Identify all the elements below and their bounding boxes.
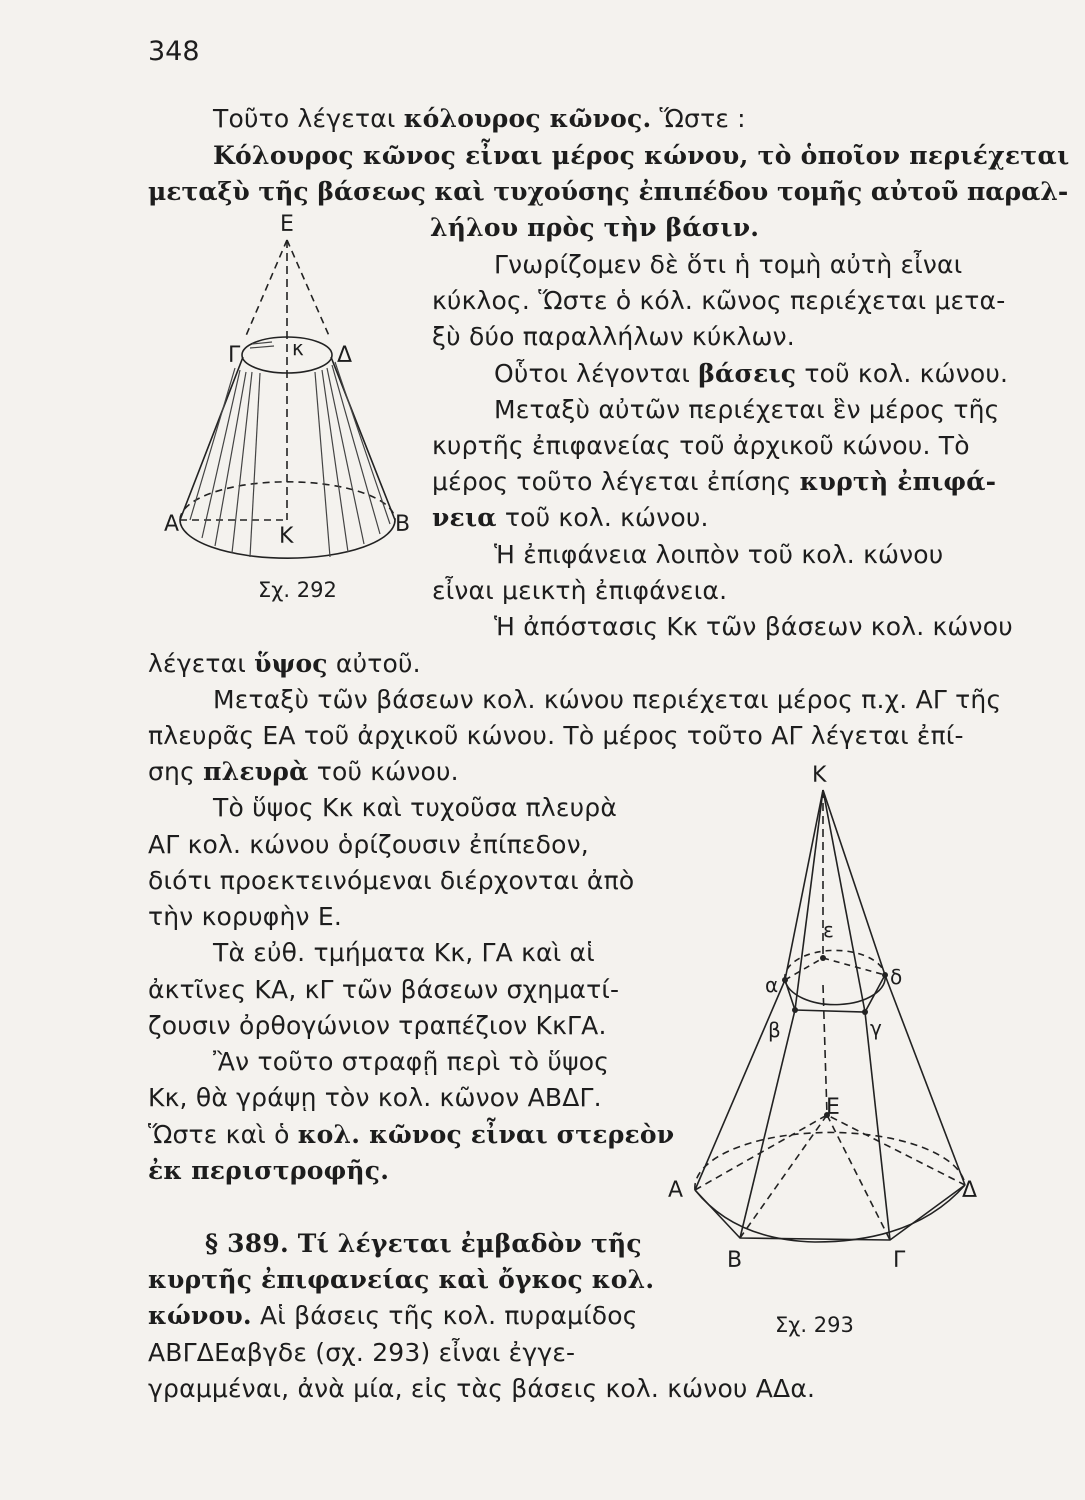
definition-line: μεταξὺ τῆς βάσεως καὶ τυχούσης ἐπιπέδου τομῆς αὐτοῦ παραλ- bbox=[148, 177, 1069, 206]
fig292-label: Κ bbox=[279, 524, 294, 549]
text-line: ΑΒΓΔΕαβγδε (σχ. 293) εἶναι ἐγγε- bbox=[148, 1338, 576, 1367]
text-line: πλευρᾶς ΕΑ τοῦ ἀρχικοῦ κώνου. Τὸ μέρος τοῦτο ΑΓ λέγεται ἐπί- bbox=[148, 721, 964, 750]
figure-293-frustum bbox=[675, 770, 995, 1290]
text-line: κύκλος. Ὥστε ὁ κόλ. κῶνος περιέχεται μετα- bbox=[432, 286, 1006, 315]
text-line: Κκ, θὰ γράψῃ τὸν κολ. κῶνον ΑΒΔΓ. bbox=[148, 1083, 602, 1112]
text-line: σης πλευρὰ τοῦ κώνου. bbox=[148, 757, 459, 786]
text-line: Τὰ εὐθ. τμήματα Κκ, ΓΑ καὶ αἱ bbox=[213, 938, 595, 967]
definition-line: λήλου πρὸς τὴν βάσιν. bbox=[430, 213, 760, 242]
definition-line: Κόλουρος κῶνος εἶναι μέρος κώνου, τὸ ὁποῖον περιέχεται bbox=[213, 141, 1070, 170]
fig293-label: Β bbox=[727, 1248, 743, 1273]
text-line: Μεταξὺ αὐτῶν περιέχεται ἓν μέρος τῆς bbox=[494, 395, 1000, 424]
text-line: μέρος τοῦτο λέγεται ἐπίσης κυρτὴ ἐπιφά- bbox=[432, 467, 997, 496]
fig292-label: Α bbox=[164, 512, 180, 537]
figure-293-caption: Σχ. 293 bbox=[775, 1313, 854, 1337]
text-line: τὴν κορυφὴν Ε. bbox=[148, 902, 342, 931]
fig293-label: Ε bbox=[826, 1095, 840, 1120]
text-line: κυρτῆς ἐπιφανείας τοῦ ἀρχικοῦ κώνου. Τὸ bbox=[432, 431, 970, 460]
text-line: ζουσιν ὀρθογώνιον τραπέζιον ΚκΓΑ. bbox=[148, 1011, 607, 1040]
fig293-label: Δ bbox=[962, 1178, 978, 1203]
page-number: 348 bbox=[148, 36, 200, 67]
text-line: γραμμέναι, ἀνὰ μία, εἰς τὰς βάσεις κολ. κώνου ΑΔα. bbox=[148, 1374, 816, 1403]
text-line: λέγεται ὕψος αὐτοῦ. bbox=[148, 649, 421, 678]
fig293-label: Κ bbox=[812, 763, 827, 788]
text-line: εἶναι μεικτὴ ἐπιφάνεια. bbox=[432, 576, 728, 605]
fig292-label: Γ bbox=[228, 343, 241, 368]
fig292-label: κ bbox=[292, 336, 304, 360]
text-line: ξὺ δύο παραλλήλων κύκλων. bbox=[432, 322, 795, 351]
text-line: Ἡ ἀπόστασις Κκ τῶν βάσεων κολ. κώνου bbox=[494, 612, 1013, 641]
fig293-label: Γ bbox=[893, 1248, 906, 1273]
text-line: ἐκ περιστροφῆς. bbox=[148, 1156, 390, 1185]
fig293-label: ε bbox=[823, 918, 834, 942]
section-heading: § 389. Τί λέγεται ἐμβαδὸν τῆς bbox=[205, 1229, 642, 1258]
fig292-label: Β bbox=[395, 512, 411, 537]
text-line: Γνωρίζομεν δὲ ὅτι ἡ τομὴ αὐτὴ εἶναι bbox=[494, 250, 963, 279]
text-line: Τὸ ὕψος Κκ καὶ τυχοῦσα πλευρὰ bbox=[213, 793, 618, 822]
text-line: Ἡ ἐπιφάνεια λοιπὸν τοῦ κολ. κώνου bbox=[494, 540, 944, 569]
text-line: Οὗτοι λέγονται βάσεις τοῦ κολ. κώνου. bbox=[494, 359, 1009, 388]
figure-292-caption: Σχ. 292 bbox=[258, 578, 337, 602]
text-line: ΑΓ κολ. κώνου ὁρίζουσιν ἐπίπεδον, bbox=[148, 830, 589, 859]
text-line: Τοῦτο λέγεται κόλουρος κῶνος. Ὥστε : bbox=[213, 104, 746, 133]
text-line: Μεταξὺ τῶν βάσεων κολ. κώνου περιέχεται μέρος π.χ. ΑΓ τῆς bbox=[213, 685, 1002, 714]
fig292-label: Ε bbox=[280, 212, 294, 237]
fig293-label: Α bbox=[668, 1178, 684, 1203]
fig293-label: γ bbox=[870, 1016, 882, 1040]
fig293-label: δ bbox=[890, 965, 903, 989]
text-line: Ὥστε καὶ ὁ κολ. κῶνος εἶναι στερεὸν bbox=[148, 1120, 675, 1149]
fig293-label: β bbox=[768, 1018, 781, 1042]
text-line: κώνου. Αἱ βάσεις τῆς κολ. πυραμίδος bbox=[148, 1301, 638, 1330]
text-line: διότι προεκτεινόμεναι διέρχονται ἀπὸ bbox=[148, 866, 635, 895]
text-line: Ἂν τοῦτο στραφῇ περὶ τὸ ὕψος bbox=[213, 1047, 610, 1076]
fig293-label: α bbox=[765, 973, 779, 997]
text-line: ἀκτῖνες ΚΑ, κΓ τῶν βάσεων σχηματί- bbox=[148, 975, 620, 1004]
fig292-label: Δ bbox=[337, 343, 353, 368]
section-heading: κυρτῆς ἐπιφανείας καὶ ὄγκος κολ. bbox=[148, 1265, 655, 1294]
text-line: νεια τοῦ κολ. κώνου. bbox=[432, 503, 709, 532]
